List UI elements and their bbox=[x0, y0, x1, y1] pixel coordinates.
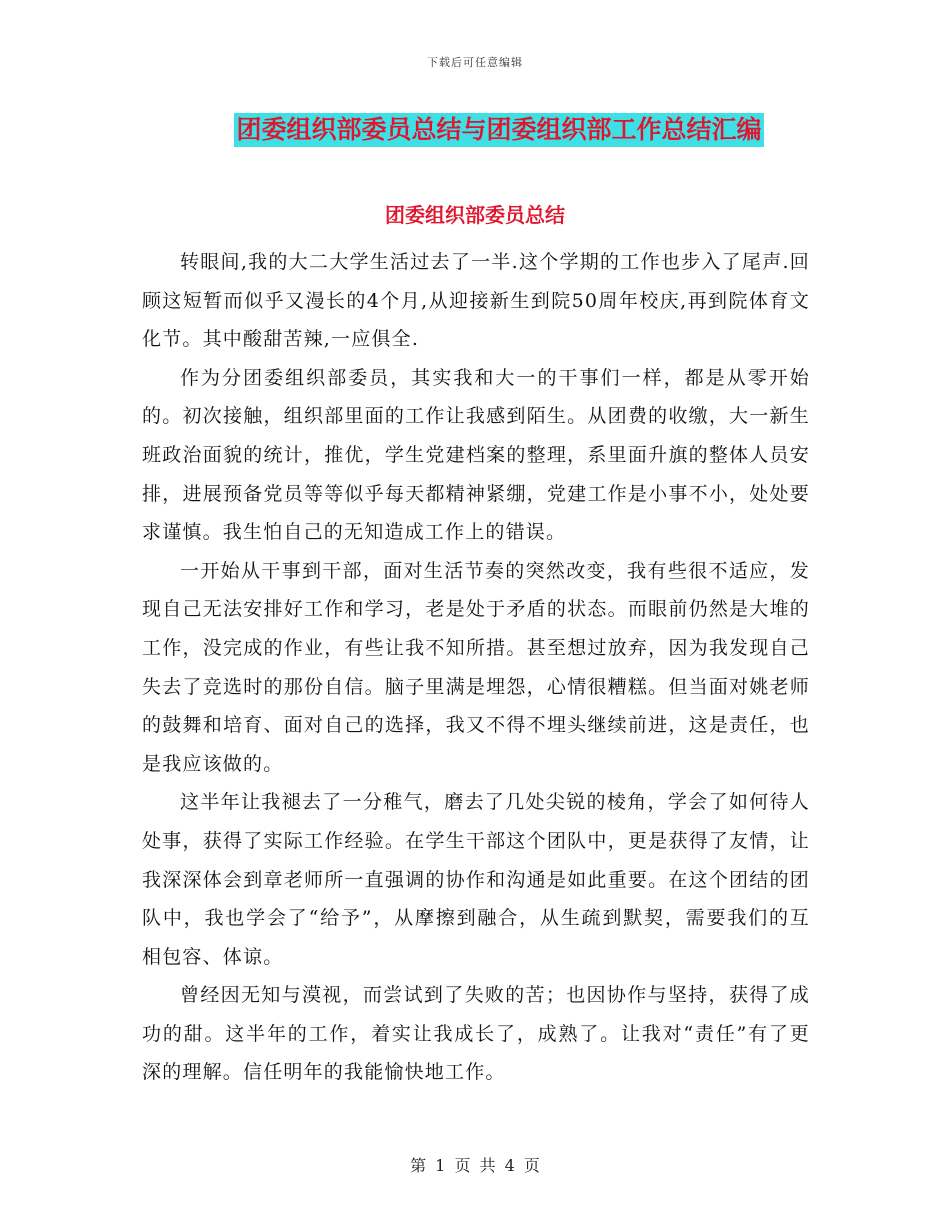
paragraph-3: 一开始从干事到干部，面对生活节奏的突然改变，我有些很不适应，发现自己无法安排好工作和学习，老是处于矛盾的状态。而眼前仍然是大堆的工作，没完成的作业，有些让我不知所措。甚至想过放弃，因为我发现自己失去了竞选时的那份自信。脑子里满是埋怨，心情很糟糕。但当面对姚老师的鼓舞和培育、面对自己的选择，我又不得不埋头继续前进，这是责任，也是我应该做的。 bbox=[142, 559, 810, 775]
section-title: 团委组织部委员总结 bbox=[385, 203, 565, 227]
document-title-container bbox=[0, 113, 950, 147]
paragraph-1: 转眼间,我的大二大学生活过去了一半.这个学期的工作也步入了尾声.回顾这短暂而似乎又漫长的4个月,从迎接新生到院50周年校庆,再到院体育文化节。其中酸甜苦辣,一应俱全. bbox=[142, 251, 810, 351]
paragraph-2: 作为分团委组织部委员，其实我和大一的干事们一样，都是从零开始的。初次接触，组织部里面的工作让我感到陌生。从团费的收缴，大一新生班政治面貌的统计，推优，学生党建档案的整理，系里面升旗的整体人员安排，进展预备党员等等似乎每天都精神紧绷，党建工作是小事不小，处处要求谨慎。我生怕自己的无知造成工作上的错误。 bbox=[142, 366, 810, 544]
page-number-footer: 第 1 页 共 4 页 bbox=[410, 1156, 540, 1175]
document-body bbox=[142, 243, 810, 1092]
paragraph-4: 这半年让我褪去了一分稚气，磨去了几处尖锐的棱角，学会了如何待人处事，获得了实际工作经验。在学生干部这个团队中，更是获得了友情，让我深深体会到章老师所一直强调的协作和沟通是如此重要。在这个团结的团队中，我也学会了“给予”，从摩擦到融合，从生疏到默契，需要我们的互相包容、体谅。 bbox=[142, 791, 810, 968]
document-title: 团委组织部委员总结与团委组织部工作总结汇编 bbox=[234, 113, 763, 147]
paragraph-5: 曾经因无知与漠视，而尝试到了失败的苦；也因协作与坚持，获得了成功的甜。这半年的工作，着实让我成长了，成熟了。让我对“责任”有了更深的理解。信任明年的我能愉快地工作。 bbox=[142, 984, 810, 1084]
page-header-note: 下载后可任意编辑 bbox=[427, 56, 523, 69]
